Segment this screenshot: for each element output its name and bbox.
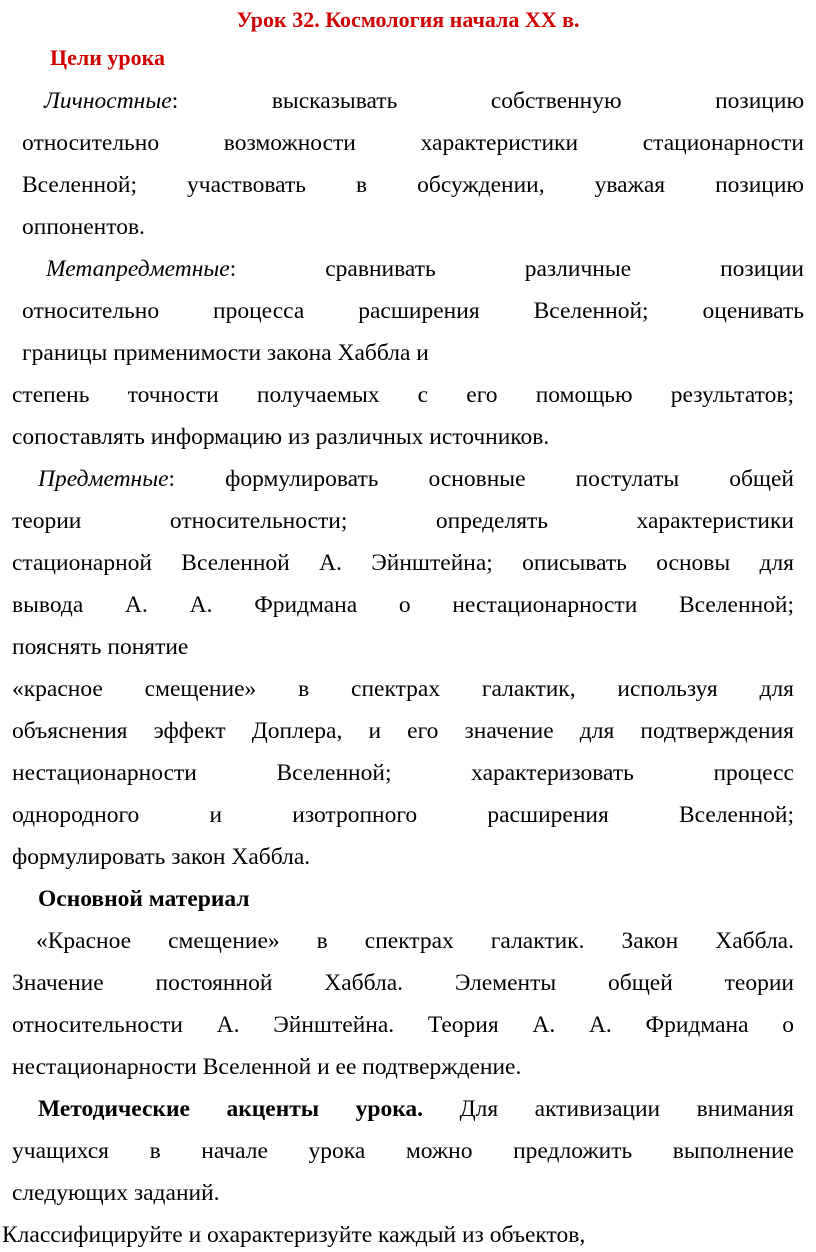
subject-goals-line-8: нестационарности Вселенной; характеризовать процесс xyxy=(12,760,794,786)
goals-heading: Цели урока xyxy=(50,45,165,70)
main-material-line-1: «Красное смещение» в спектрах галактик. Закон Хаббла. xyxy=(36,928,794,954)
personal-text-1: высказывать собственную позицию xyxy=(271,88,805,114)
personal-goals-line-4: оппонентов. xyxy=(22,214,145,240)
subject-label: Предметные xyxy=(38,466,169,492)
subject-text-1: формулировать основные постулаты общей xyxy=(225,466,795,492)
meta-goals-line-1: Метапредметные: сравнивать различные позиции xyxy=(46,256,805,282)
subject-goals-line-5: пояснять понятие xyxy=(12,634,189,660)
meta-goals-line-4: степень точности получаемых с его помощью результатов; xyxy=(12,382,794,408)
subject-goals-line-6: «красное смещение» в спектрах галактик, используя для xyxy=(12,676,794,702)
subject-goals-line-7: объяснения эффект Доплера, и его значение для подтверждения xyxy=(12,718,794,744)
lesson-title: Урок 32. Космология начала XX в. xyxy=(236,7,580,32)
meta-goals-line-2: относительно процесса расширения Вселенной; оценивать xyxy=(22,298,804,324)
methodical-line-1 xyxy=(38,1094,794,1124)
personal-goals-line-2: относительно возможности характеристики стационарности xyxy=(22,130,804,156)
subject-goals-line-9: однородного и изотропного расширения Вселенной; xyxy=(12,802,794,828)
main-material-line-3: относительности А. Эйнштейна. Теория А. А. Фридмана о xyxy=(12,1012,794,1038)
main-material-heading: Основной материал xyxy=(38,886,250,912)
methodical-line-3: следующих заданий. xyxy=(12,1180,220,1206)
methodical-heading: Методические акценты урока. xyxy=(38,1096,424,1122)
main-material-line-2: Значение постоянной Хаббла. Элементы общей теории xyxy=(12,970,794,996)
main-material-line-4: нестационарности Вселенной и ее подтверждение. xyxy=(12,1054,522,1080)
subject-goals-line-2: теории относительности; определять характеристики xyxy=(12,508,794,534)
subject-goals-line-1: Предметные: формулировать основные постулаты общей xyxy=(38,466,795,492)
meta-text-1: сравнивать различные позиции xyxy=(325,256,805,282)
meta-label: Метапредметные xyxy=(46,256,230,282)
methodical-text-1: Для активизации внимания xyxy=(459,1096,794,1122)
personal-goals-line-3: Вселенной; участвовать в обсуждении, уважая позицию xyxy=(22,172,804,198)
meta-goals-line-3: границы применимости закона Хаббла и xyxy=(22,340,429,366)
subject-goals-line-3: стационарной Вселенной А. Эйнштейна; описывать основы для xyxy=(12,550,794,576)
subject-goals-line-4: вывода А. А. Фридмана о нестационарности Вселенной; xyxy=(12,592,794,618)
subject-goals-line-10: формулировать закон Хаббла. xyxy=(12,844,311,870)
methodical-line-2: учащихся в начале урока можно предложить выполнение xyxy=(12,1138,794,1164)
personal-label: Личностные xyxy=(44,88,172,114)
personal-goals-line-1: Личностные: высказывать собственную позицию xyxy=(44,88,805,114)
task-line: Классифицируйте и охарактеризуйте каждый из объектов, xyxy=(2,1222,586,1248)
meta-goals-line-5: сопоставлять информацию из различных источников. xyxy=(12,424,550,450)
